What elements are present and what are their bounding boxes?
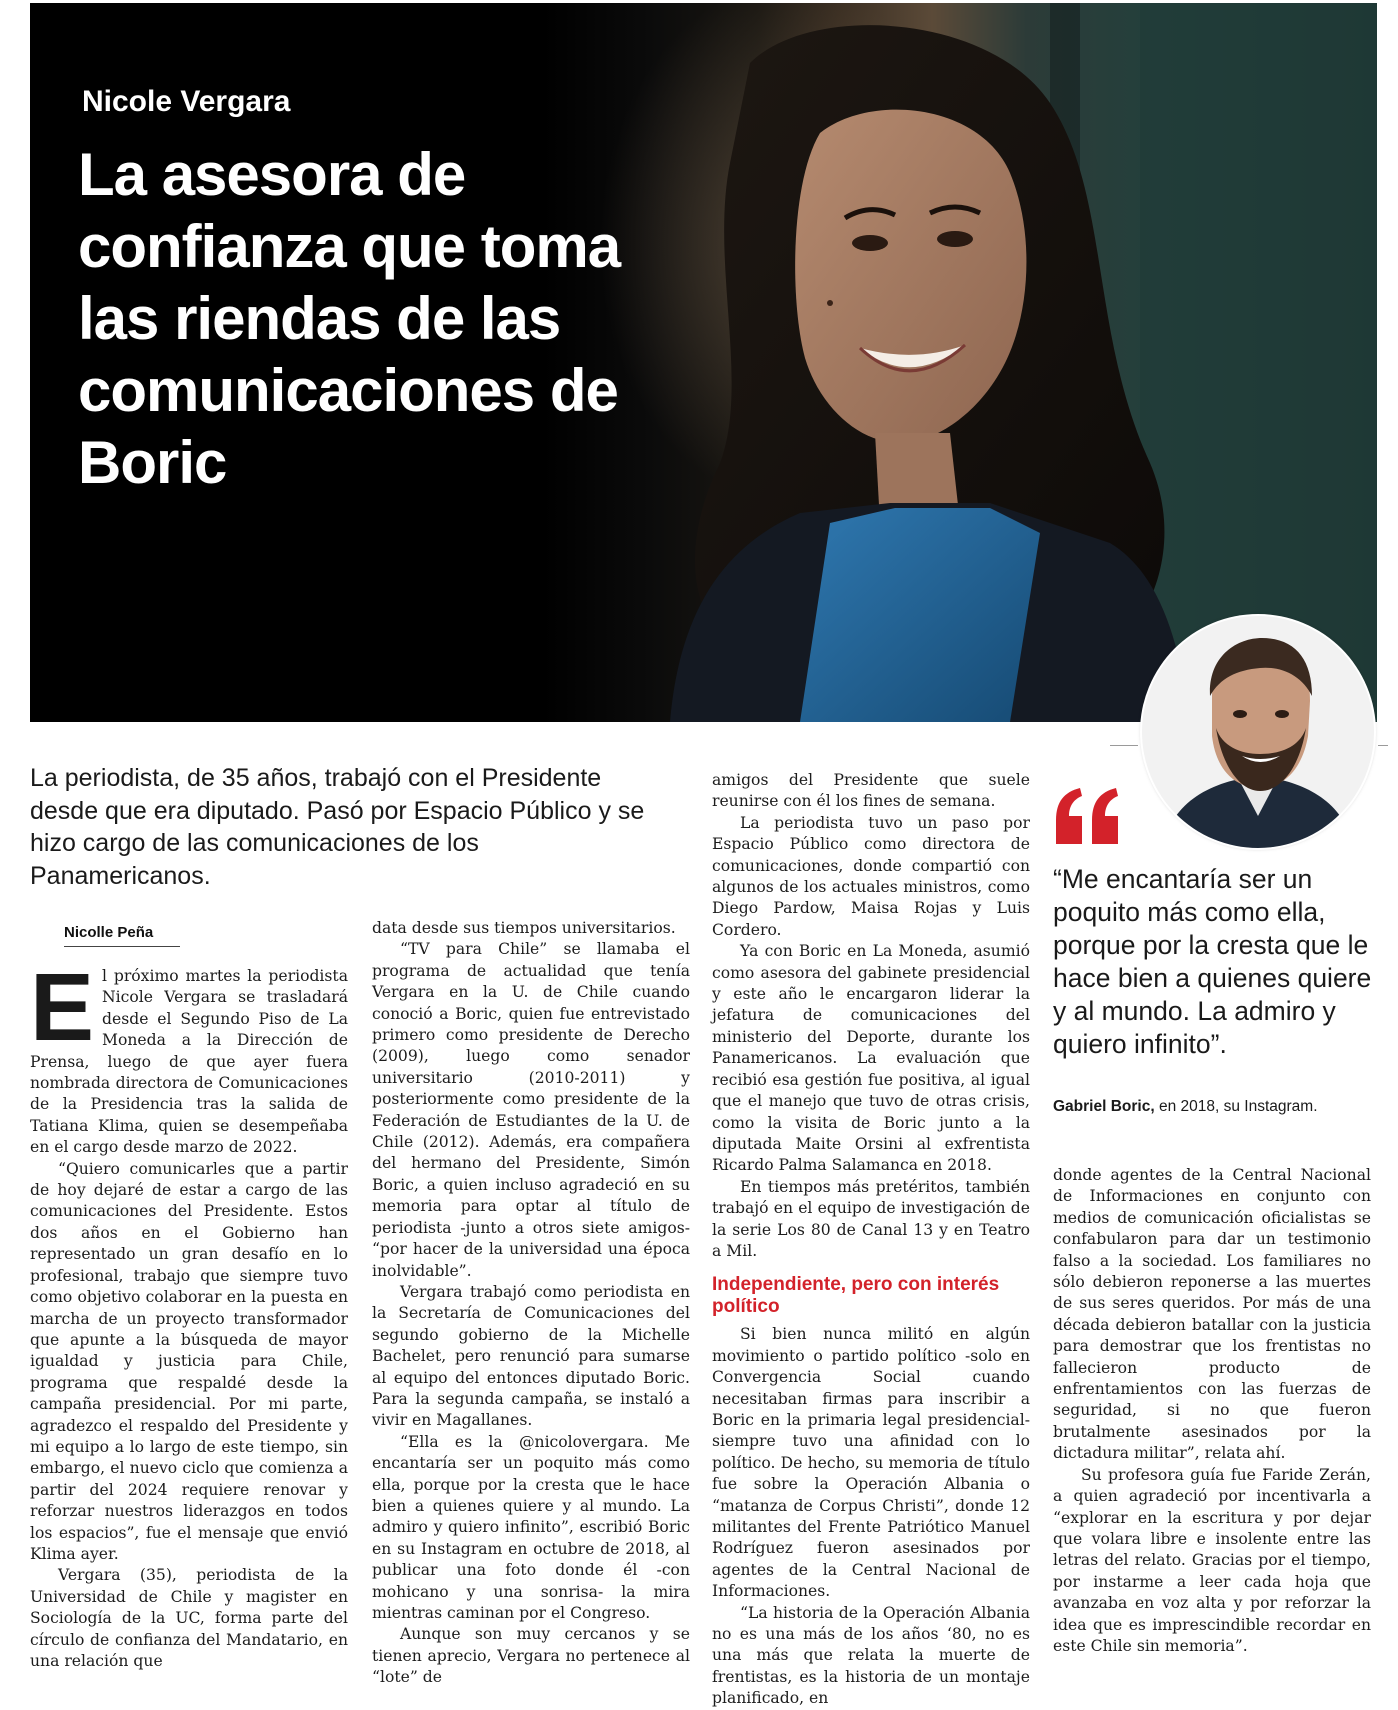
paragraph: l próximo martes la periodista Nicole Vergara se trasladará desde el Segundo Piso de La Moneda a la Dirección de Prensa, luego de que ayer fuera nombrada directora de Comunicaciones de la Presidencia tras la salida de Tatiana Klima, quien se desempeñaba en el cargo desde marzo de 2022. bbox=[30, 967, 348, 1157]
paragraph: Su profesora guía fue Faride Zerán, a quien agradeció por incentivarla a “explorar en la escritura y por dejar que volara libre e insolente entre las letras del relato. Gracias por el tiempo, por instarme a leer cada hoja que avanzaba en voz alta y por reforzar la idea que es imprescindible recordar en este Chile sin memoria”. bbox=[1053, 1465, 1371, 1655]
paragraph: “TV para Chile” se llamaba el programa de actualidad que tenía Vergara en la U. de Chile cuando conoció a Boric, quien fue entrevistado primero como presidente de Derecho (2009), luego como senador universitario (2010-2011) y posteriormente como presidente de la Federación de Estudiantes de la U. de Chile (2012). Además, era compañera del hermano del Presidente, Simón Boric, a quien incluso agradeció en su memoria para optar al título de periodista -junto a otros siete amigos- “por hacer de la universidad una época inolvidable”. bbox=[372, 940, 690, 1280]
section-subhead: Independiente, pero con interés político bbox=[712, 1274, 1000, 1318]
drop-cap: E bbox=[30, 954, 95, 1061]
paragraph: “La historia de la Operación Albania no es una más de los años ‘80, no es una más que relata la muerte de frentistas, es la historia de un montaje planificado, en bbox=[712, 1603, 1030, 1708]
article-column-1 bbox=[30, 954, 348, 1672]
inset-rule-left bbox=[1110, 745, 1138, 746]
article-column-3 bbox=[712, 770, 1030, 1710]
hero-photo bbox=[30, 3, 1377, 722]
paragraph: Ya con Boric en La Moneda, asumió como asesora del gabinete presidencial y este año le encargaron liderar la jefatura de comunicaciones del ministerio del Deporte, durante los Panamericanos. La evaluación que recibió esa gestión fue positiva, al igual que el manejo que tuvo de otras crisis, como la visita de Boric junto a la diputada Maite Orsini al exfrentista Ricardo Palma Salamanca en 2018. bbox=[712, 942, 1030, 1175]
paragraph: donde agentes de la Central Nacional de Informaciones en conjunto con medios de comunicación oficialistas se confabularon para dar un testimonio falso a la sociedad. Los familiares no sólo debieron reponerse a las muertes de sus seres queridos. Por más de una década debieron batallar con la justicia para demostrar que los frentistas no fallecieron producto de enfrentamientos con las fuerzas de seguridad, si no que fueron brutalmente asesinados por la dictadura militar”, relata ahí. bbox=[1053, 1166, 1371, 1463]
boric-portrait-photo bbox=[1142, 616, 1374, 848]
quote-mark-icon bbox=[1052, 786, 1122, 846]
inset-rule-right bbox=[1378, 745, 1388, 746]
article-deck: La periodista, de 35 años, trabajó con el Presidente desde que era diputado. Pasó por Espacio Público y se hizo cargo de las comunicaciones de los Panamericanos. bbox=[30, 764, 645, 890]
article-byline: Nicolle Peña bbox=[64, 924, 154, 941]
paragraph: La periodista tuvo un paso por Espacio Público como directora de comunicaciones, donde compartió con algunos de los actuales ministros, como Diego Pardow, Maisa Rojas y Luis Cordero. bbox=[712, 813, 1030, 939]
article-column-2 bbox=[372, 918, 690, 1689]
paragraph: En tiempos más pretéritos, también trabajó en el equipo de investigación de la serie Los 80 de Canal 13 y en Teatro a Mil. bbox=[712, 1177, 1030, 1260]
man-portrait-icon bbox=[1142, 616, 1374, 848]
article-headline: La asesora de confianza que toma las riendas de las comunicaciones de Boric bbox=[78, 141, 621, 496]
paragraph: Aunque son muy cercanos y se tienen aprecio, Vergara no pertenece al “lote” de bbox=[372, 1625, 690, 1687]
quote-context: en 2018, su Instagram. bbox=[1154, 1098, 1318, 1115]
paragraph: Vergara (35), periodista de la Universidad de Chile y magister en Sociología de la UC, forma parte del círculo de confianza del Mandatario, en una relación que bbox=[30, 1566, 348, 1670]
paragraph: data desde sus tiempos universitarios. bbox=[372, 919, 676, 937]
quote-author: Gabriel Boric, bbox=[1053, 1098, 1155, 1115]
pull-quote-attribution bbox=[1053, 1098, 1383, 1116]
article-column-4 bbox=[1053, 1165, 1371, 1657]
paragraph: “Ella es la @nicolovergara. Me encantaría ser un poquito más como ella, porque por la cresta que le hace bien a quienes quiere y al mundo. La admiro y quiero infinito”, escribió Boric en su Instagram en octubre de 2018, al publicar una foto donde él -con mohicano y una sonrisa- la mira mientras caminan por el Congreso. bbox=[372, 1432, 690, 1622]
paragraph: “Quiero comunicarles que a partir de hoy dejaré de estar a cargo de las comunicaciones del Presidente. Estos dos años en el Gobierno han representado un gran desafío en lo profesional, trabajo que siempre tuvo como objetivo colaborar en la puesta en marcha de un proyecto transformador que apunte a la búsqueda de mayor igualdad y justicia para Chile, programa que respaldé desde la campaña presidencial. Por mi parte, agradezco el respaldo del Presidente y mi equipo a lo largo de este tiempo, sin embargo, el nuevo ciclo que comienza a partir del 2024 requiere renovar y reforzar nuestros liderazgos en todos los espacios”, fue el mensaje que envió Klima ayer. bbox=[30, 1159, 348, 1563]
paragraph: Si bien nunca militó en algún movimiento o partido político -solo en Convergencia Social cuando necesitaban firmas para inscribir a Boric en la primaria legal presidencial- siempre tuvo una afinidad con lo político. De hecho, su memoria de título fue sobre la Operación Albania o “matanza de Corpus Christi”, donde 12 militantes del Frente Patriótico Manuel Rodríguez fueron asesinados por agentes de la Central Nacional de Informaciones. bbox=[712, 1325, 1030, 1601]
paragraph: Vergara trabajó como periodista en la Secretaría de Comunicaciones del segundo gobierno de la Michelle Bachelet, pero renunció para sumarse al equipo del entonces diputado Boric. Para la segunda campaña, se instaló a vivir en Magallanes. bbox=[372, 1282, 690, 1430]
byline-rule bbox=[64, 946, 180, 947]
pull-quote-text: “Me encantaría ser un poquito más como ella, porque por la cresta que le hace bien a quienes quiere y al mundo. La admiro y quiero infinito”. bbox=[1053, 864, 1372, 1059]
article-kicker: Nicole Vergara bbox=[82, 85, 291, 118]
paragraph: amigos del Presidente que suele reunirse con él los fines de semana. bbox=[712, 771, 1030, 811]
